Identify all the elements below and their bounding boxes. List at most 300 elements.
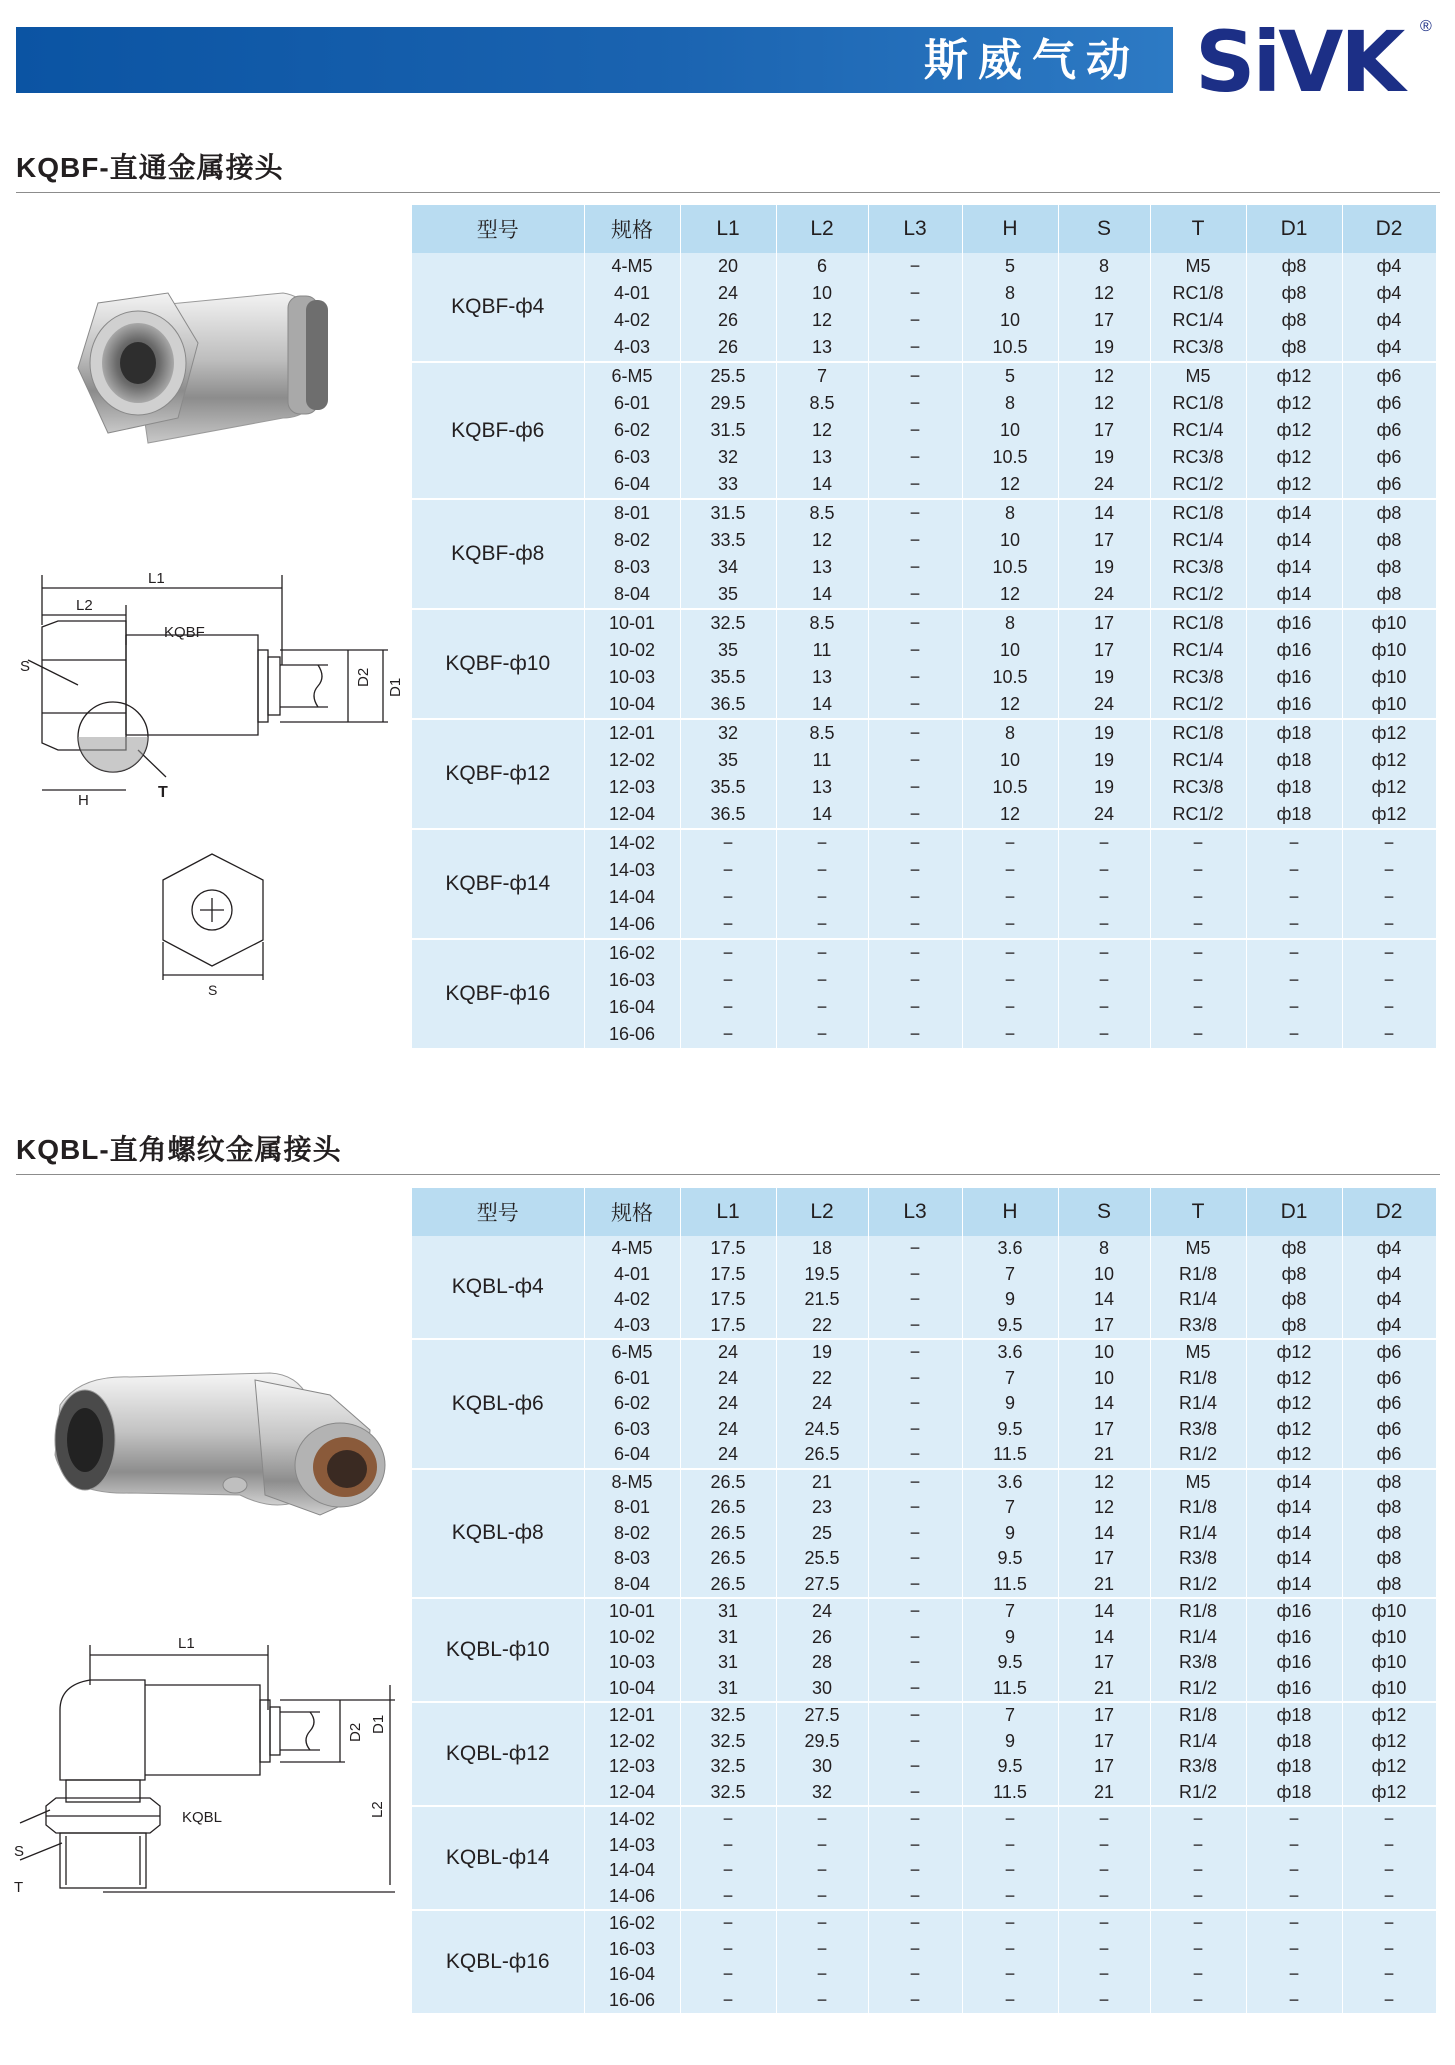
spec-cell: 17.5 (680, 1262, 776, 1288)
spec-cell: − (868, 884, 962, 911)
spec-cell: 24 (1058, 691, 1150, 719)
spec-cell: 17.5 (680, 1236, 776, 1262)
spec-cell: 3.6 (962, 1339, 1058, 1366)
table-row (412, 829, 1436, 857)
spec-cell: 4-M5 (584, 1236, 680, 1262)
spec-cell: − (680, 994, 776, 1021)
spec-cell: 8.5 (776, 390, 868, 417)
spec-cell: RC1/8 (1150, 499, 1246, 527)
spec-cell: RC1/4 (1150, 417, 1246, 444)
spec-cell: 17 (1058, 1417, 1150, 1443)
spec-cell: 35 (680, 747, 776, 774)
spec-cell: ф10 (1342, 1676, 1436, 1703)
spec-cell: ф14 (1246, 1572, 1342, 1599)
spec-cell: R3/8 (1150, 1546, 1246, 1572)
kqbl-dim-l2: L2 (369, 1801, 386, 1818)
spec-cell: 10 (962, 747, 1058, 774)
registered-mark: ® (1420, 18, 1432, 35)
spec-cell: 21 (776, 1469, 868, 1496)
spec-cell: R1/8 (1150, 1598, 1246, 1625)
spec-cell: − (1150, 994, 1246, 1021)
spec-cell: ф6 (1342, 390, 1436, 417)
table-row (412, 1598, 1436, 1625)
kqbf-drawing-name: KQBF (164, 624, 205, 641)
spec-cell: 19 (1058, 444, 1150, 471)
kqbf-dim-h: H (78, 792, 89, 805)
spec-cell: − (962, 829, 1058, 857)
spec-cell: ф6 (1342, 1442, 1436, 1469)
spec-cell: ф8 (1246, 334, 1342, 362)
spec-cell: − (868, 939, 962, 967)
spec-cell: 16-03 (584, 1937, 680, 1963)
spec-cell: − (1342, 1806, 1436, 1833)
spec-cell: R1/4 (1150, 1729, 1246, 1755)
spec-cell: ф8 (1342, 1572, 1436, 1599)
spec-cell: RC1/2 (1150, 691, 1246, 719)
spec-cell: 14-03 (584, 1833, 680, 1859)
spec-cell: 14-06 (584, 1884, 680, 1911)
spec-cell: − (1246, 1833, 1342, 1859)
spec-cell: − (1150, 857, 1246, 884)
spec-cell: 8-01 (584, 1495, 680, 1521)
spec-cell: 6-04 (584, 1442, 680, 1469)
spec-cell: RC1/4 (1150, 527, 1246, 554)
spec-cell: ф6 (1342, 1391, 1436, 1417)
spec-cell: − (1150, 1806, 1246, 1833)
spec-cell: − (868, 1858, 962, 1884)
spec-cell: 30 (776, 1676, 868, 1703)
spec-cell: − (868, 637, 962, 664)
spec-cell: 26.5 (680, 1469, 776, 1496)
spec-cell: − (1246, 1806, 1342, 1833)
spec-cell: 14-04 (584, 1858, 680, 1884)
spec-cell: 24 (680, 1442, 776, 1469)
table-row (412, 253, 1436, 280)
spec-cell: − (962, 1884, 1058, 1911)
spec-cell: M5 (1150, 362, 1246, 390)
spec-cell: RC1/2 (1150, 801, 1246, 829)
table-row (412, 719, 1436, 747)
spec-cell: 11.5 (962, 1442, 1058, 1469)
spec-cell: 26 (680, 334, 776, 362)
spec-cell: 14 (1058, 1521, 1150, 1547)
spec-cell: ф8 (1342, 1495, 1436, 1521)
spec-cell: − (1150, 1858, 1246, 1884)
spec-cell: 17 (1058, 609, 1150, 637)
model-cell: KQBL-ф10 (412, 1598, 584, 1702)
spec-cell: 8 (962, 609, 1058, 637)
spec-cell: 9 (962, 1625, 1058, 1651)
spec-cell: 9.5 (962, 1313, 1058, 1340)
model-cell: KQBL-ф8 (412, 1469, 584, 1599)
spec-cell: − (680, 1806, 776, 1833)
kqbf-col-header: 型号 (412, 205, 584, 253)
spec-cell: ф8 (1246, 1287, 1342, 1313)
spec-cell: 16-06 (584, 1021, 680, 1049)
spec-cell: 6-01 (584, 1366, 680, 1392)
spec-cell: − (680, 1962, 776, 1988)
spec-cell: 9 (962, 1287, 1058, 1313)
spec-cell: 14 (1058, 1391, 1150, 1417)
table-row (412, 1236, 1436, 1262)
spec-cell: 12-02 (584, 747, 680, 774)
spec-cell: 9.5 (962, 1417, 1058, 1443)
spec-cell: 35 (680, 637, 776, 664)
table-row (412, 1339, 1436, 1366)
spec-cell: − (962, 1833, 1058, 1859)
spec-cell: 10-02 (584, 637, 680, 664)
spec-cell: 11.5 (962, 1676, 1058, 1703)
spec-cell: 16-02 (584, 939, 680, 967)
spec-cell: − (868, 1780, 962, 1807)
spec-cell: 7 (962, 1702, 1058, 1729)
spec-cell: − (1246, 939, 1342, 967)
spec-cell: − (1246, 1910, 1342, 1937)
kqbf-col-header: L3 (868, 205, 962, 253)
spec-cell: − (868, 1417, 962, 1443)
table-row (412, 1806, 1436, 1833)
spec-cell: RC1/4 (1150, 307, 1246, 334)
spec-cell: ф8 (1342, 581, 1436, 609)
spec-cell: ф10 (1342, 664, 1436, 691)
spec-cell: − (680, 911, 776, 939)
spec-cell: − (1150, 1884, 1246, 1911)
spec-cell: RC3/8 (1150, 554, 1246, 581)
spec-cell: 8-02 (584, 1521, 680, 1547)
spec-cell: ф12 (1342, 801, 1436, 829)
spec-cell: 13 (776, 554, 868, 581)
spec-cell: 4-01 (584, 280, 680, 307)
spec-cell: − (776, 829, 868, 857)
spec-cell: − (868, 664, 962, 691)
spec-cell: 3.6 (962, 1236, 1058, 1262)
spec-cell: ф12 (1246, 444, 1342, 471)
spec-cell: 25 (776, 1521, 868, 1547)
spec-cell: 6-01 (584, 390, 680, 417)
model-cell: KQBF-ф16 (412, 939, 584, 1049)
spec-cell: − (962, 994, 1058, 1021)
spec-cell: 22 (776, 1313, 868, 1340)
spec-cell: − (962, 939, 1058, 967)
spec-cell: ф16 (1246, 609, 1342, 637)
spec-cell: − (1150, 1937, 1246, 1963)
model-cell: KQBF-ф4 (412, 253, 584, 362)
spec-cell: 30 (776, 1754, 868, 1780)
spec-cell: 8-02 (584, 527, 680, 554)
spec-cell: − (1150, 829, 1246, 857)
spec-cell: 12-03 (584, 1754, 680, 1780)
spec-cell: − (1058, 911, 1150, 939)
spec-cell: 14 (776, 471, 868, 499)
spec-cell: − (868, 1910, 962, 1937)
spec-cell: − (962, 1937, 1058, 1963)
spec-cell: R1/4 (1150, 1521, 1246, 1547)
spec-cell: 19 (1058, 719, 1150, 747)
spec-cell: 9.5 (962, 1754, 1058, 1780)
spec-cell: 9 (962, 1729, 1058, 1755)
spec-cell: − (868, 691, 962, 719)
spec-cell: R3/8 (1150, 1417, 1246, 1443)
spec-cell: 31 (680, 1625, 776, 1651)
spec-cell: − (868, 1521, 962, 1547)
spec-cell: 36.5 (680, 691, 776, 719)
spec-cell: − (1150, 1833, 1246, 1859)
spec-cell: ф16 (1246, 637, 1342, 664)
spec-cell: − (1246, 1858, 1342, 1884)
spec-cell: 17 (1058, 1754, 1150, 1780)
spec-cell: R1/8 (1150, 1702, 1246, 1729)
spec-cell: − (1246, 857, 1342, 884)
spec-cell: 32.5 (680, 1702, 776, 1729)
spec-cell: 10 (1058, 1339, 1150, 1366)
kqbl-divider (16, 1174, 1440, 1175)
spec-cell: 8.5 (776, 719, 868, 747)
spec-cell: 10-04 (584, 1676, 680, 1703)
spec-cell: − (868, 1754, 962, 1780)
spec-cell: ф12 (1342, 1780, 1436, 1807)
spec-cell: − (868, 967, 962, 994)
spec-cell: R1/8 (1150, 1366, 1246, 1392)
spec-cell: − (868, 1676, 962, 1703)
kqbl-spec-table (412, 1188, 1437, 2015)
spec-cell: − (868, 1287, 962, 1313)
spec-cell: 24 (776, 1598, 868, 1625)
spec-cell: − (1150, 1988, 1246, 2015)
kqbl-dim-d2: D2 (347, 1722, 364, 1742)
spec-cell: 35.5 (680, 774, 776, 801)
spec-cell: R1/4 (1150, 1625, 1246, 1651)
spec-cell: − (1246, 829, 1342, 857)
spec-cell: 31 (680, 1650, 776, 1676)
spec-cell: 29.5 (776, 1729, 868, 1755)
spec-cell: RC3/8 (1150, 664, 1246, 691)
spec-cell: 24 (1058, 581, 1150, 609)
spec-cell: 16-02 (584, 1910, 680, 1937)
spec-cell: 26.5 (776, 1442, 868, 1469)
spec-cell: − (680, 939, 776, 967)
spec-cell: ф8 (1246, 280, 1342, 307)
spec-cell: 8 (1058, 1236, 1150, 1262)
spec-cell: 23 (776, 1495, 868, 1521)
spec-cell: ф8 (1246, 1236, 1342, 1262)
spec-cell: − (1246, 1884, 1342, 1911)
kqbf-dim-d1: D1 (387, 677, 404, 697)
spec-cell: 14-04 (584, 884, 680, 911)
spec-cell: ф6 (1342, 417, 1436, 444)
spec-cell: 28 (776, 1650, 868, 1676)
spec-cell: 6-03 (584, 444, 680, 471)
spec-cell: 12-03 (584, 774, 680, 801)
spec-cell: 10.5 (962, 664, 1058, 691)
spec-cell: 12 (1058, 1495, 1150, 1521)
spec-cell: 12 (1058, 390, 1150, 417)
spec-cell: ф18 (1246, 1702, 1342, 1729)
kqbf-col-header: L1 (680, 205, 776, 253)
spec-cell: RC1/8 (1150, 719, 1246, 747)
spec-cell: 17 (1058, 637, 1150, 664)
spec-cell: − (868, 747, 962, 774)
spec-cell: − (868, 1572, 962, 1599)
spec-cell: − (776, 1988, 868, 2015)
spec-cell: 6-03 (584, 1417, 680, 1443)
spec-cell: 12 (962, 691, 1058, 719)
spec-cell: 8 (962, 390, 1058, 417)
kqbl-dim-s: S (14, 1843, 25, 1860)
spec-cell: 14 (1058, 1598, 1150, 1625)
spec-cell: 9 (962, 1521, 1058, 1547)
spec-cell: − (1058, 1858, 1150, 1884)
spec-cell: 17 (1058, 1546, 1150, 1572)
spec-cell: RC3/8 (1150, 334, 1246, 362)
kqbf-col-header: D2 (1342, 205, 1436, 253)
spec-cell: 31.5 (680, 417, 776, 444)
spec-cell: ф18 (1246, 801, 1342, 829)
spec-cell: ф12 (1342, 1754, 1436, 1780)
spec-cell: 32 (680, 719, 776, 747)
spec-cell: − (868, 471, 962, 499)
spec-cell: − (868, 581, 962, 609)
spec-cell: ф6 (1342, 471, 1436, 499)
spec-cell: − (868, 829, 962, 857)
spec-cell: 12 (1058, 280, 1150, 307)
spec-cell: RC1/2 (1150, 471, 1246, 499)
spec-cell: 9.5 (962, 1546, 1058, 1572)
spec-cell: − (868, 774, 962, 801)
spec-cell: 10 (776, 280, 868, 307)
kqbf-col-header: H (962, 205, 1058, 253)
spec-cell: − (868, 1391, 962, 1417)
model-cell: KQBF-ф8 (412, 499, 584, 609)
spec-cell: − (1058, 829, 1150, 857)
spec-cell: ф8 (1342, 527, 1436, 554)
spec-cell: M5 (1150, 1469, 1246, 1496)
spec-cell: ф12 (1246, 1417, 1342, 1443)
spec-cell: 33 (680, 471, 776, 499)
spec-cell: − (868, 911, 962, 939)
spec-cell: 19 (1058, 774, 1150, 801)
spec-cell: 6 (776, 253, 868, 280)
spec-cell: 29.5 (680, 390, 776, 417)
spec-cell: 4-03 (584, 1313, 680, 1340)
spec-cell: 12 (962, 471, 1058, 499)
spec-cell: − (1058, 1910, 1150, 1937)
spec-cell: ф4 (1342, 334, 1436, 362)
spec-cell: 26.5 (680, 1546, 776, 1572)
model-cell: KQBF-ф14 (412, 829, 584, 939)
kqbl-dim-d1: D1 (370, 1714, 387, 1734)
spec-cell: RC3/8 (1150, 444, 1246, 471)
spec-cell: 9.5 (962, 1650, 1058, 1676)
spec-cell: ф12 (1246, 471, 1342, 499)
table-row (412, 1702, 1436, 1729)
spec-cell: 33.5 (680, 527, 776, 554)
spec-cell: 24 (1058, 801, 1150, 829)
spec-cell: ф12 (1246, 1339, 1342, 1366)
spec-cell: 12-04 (584, 1780, 680, 1807)
spec-cell: 32.5 (680, 1780, 776, 1807)
spec-cell: − (868, 390, 962, 417)
spec-cell: 11.5 (962, 1572, 1058, 1599)
spec-cell: − (868, 719, 962, 747)
spec-cell: ф12 (1342, 1729, 1436, 1755)
spec-cell: − (868, 1806, 962, 1833)
spec-cell: − (868, 1884, 962, 1911)
spec-cell: − (1246, 1988, 1342, 2015)
spec-cell: 17 (1058, 1702, 1150, 1729)
spec-cell: − (776, 967, 868, 994)
spec-cell: − (1058, 884, 1150, 911)
spec-cell: 21 (1058, 1780, 1150, 1807)
spec-cell: 31.5 (680, 499, 776, 527)
spec-cell: − (680, 857, 776, 884)
spec-cell: 13 (776, 664, 868, 691)
spec-cell: 8 (962, 280, 1058, 307)
table-row (412, 362, 1436, 390)
spec-cell: − (1342, 1962, 1436, 1988)
spec-cell: 21 (1058, 1676, 1150, 1703)
spec-cell: 20 (680, 253, 776, 280)
spec-cell: − (1342, 1858, 1436, 1884)
table-row (412, 1910, 1436, 1937)
spec-cell: − (1058, 1988, 1150, 2015)
kqbl-dimension-drawing (10, 1630, 410, 1910)
spec-cell: 14 (776, 581, 868, 609)
spec-cell: − (868, 307, 962, 334)
spec-cell: ф12 (1246, 1366, 1342, 1392)
spec-cell: 8 (962, 719, 1058, 747)
spec-cell: 35 (680, 581, 776, 609)
spec-cell: ф14 (1246, 1469, 1342, 1496)
spec-cell: 17 (1058, 1650, 1150, 1676)
model-cell: KQBL-ф12 (412, 1702, 584, 1806)
spec-cell: 25.5 (680, 362, 776, 390)
spec-cell: 10 (1058, 1262, 1150, 1288)
kqbl-col-header: D1 (1246, 1188, 1342, 1236)
spec-cell: − (1342, 884, 1436, 911)
kqbl-col-header: T (1150, 1188, 1246, 1236)
spec-cell: 12-01 (584, 1702, 680, 1729)
brand-name-cn: 斯威气动 (924, 35, 1140, 86)
spec-cell: 8-M5 (584, 1469, 680, 1496)
spec-cell: 21 (1058, 1442, 1150, 1469)
spec-cell: 12 (776, 417, 868, 444)
spec-cell: − (868, 1469, 962, 1496)
kqbf-col-header: T (1150, 205, 1246, 253)
spec-cell: − (962, 1021, 1058, 1049)
spec-cell: − (1342, 857, 1436, 884)
kqbl-col-header: L3 (868, 1188, 962, 1236)
kqbf-dimension-drawing (18, 565, 418, 805)
spec-cell: − (1246, 967, 1342, 994)
spec-cell: − (776, 884, 868, 911)
spec-cell: R1/4 (1150, 1287, 1246, 1313)
spec-cell: 19 (1058, 334, 1150, 362)
spec-cell: − (1342, 829, 1436, 857)
spec-cell: − (1342, 994, 1436, 1021)
spec-cell: ф8 (1246, 1313, 1342, 1340)
spec-cell: 19 (776, 1339, 868, 1366)
spec-cell: 19.5 (776, 1262, 868, 1288)
spec-cell: R1/8 (1150, 1262, 1246, 1288)
spec-cell: − (1342, 1910, 1436, 1937)
spec-cell: 24 (680, 280, 776, 307)
spec-cell: ф14 (1246, 554, 1342, 581)
spec-cell: 5 (962, 253, 1058, 280)
spec-cell: ф4 (1342, 1236, 1436, 1262)
spec-cell: 19 (1058, 664, 1150, 691)
spec-cell: ф12 (1246, 1391, 1342, 1417)
spec-cell: ф4 (1342, 1287, 1436, 1313)
